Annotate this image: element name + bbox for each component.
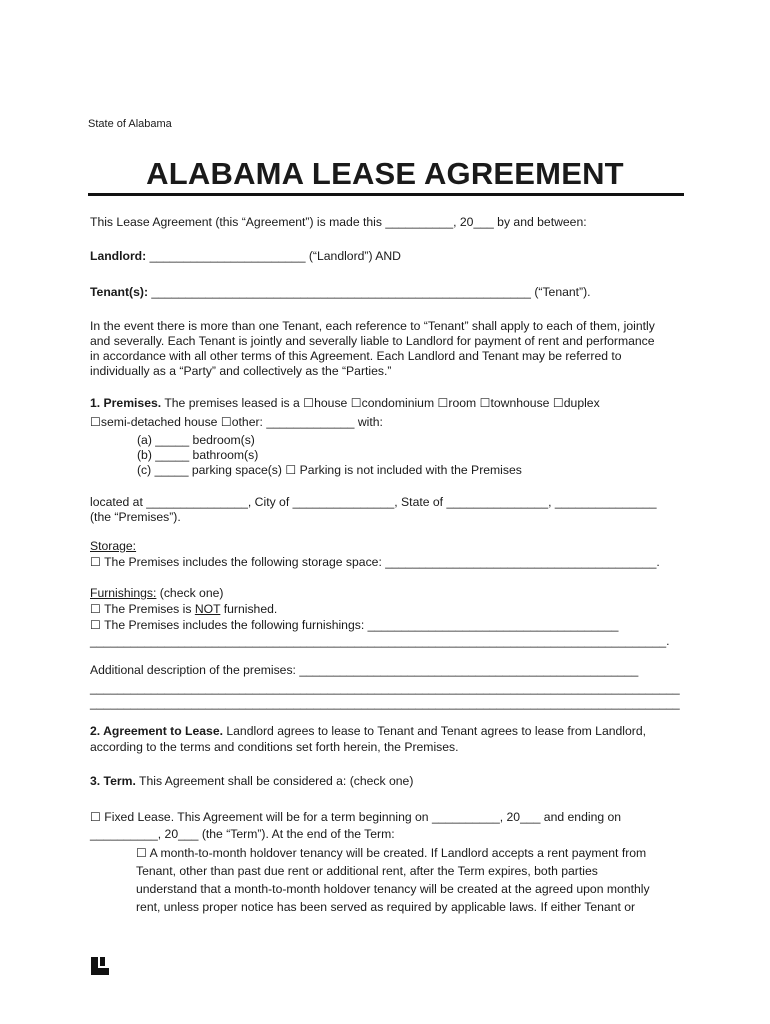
- furnishings-option1-suffix: furnished.: [220, 602, 278, 616]
- holdover-text-line: Tenant, other than past due rent or additional rent, after the Term expires, both parties: [136, 864, 598, 878]
- located-at-line: located at _______________, City of _______________, State of _______________, _______________: [90, 495, 657, 509]
- paragraph-line: and severally. Each Tenant is jointly and severally liable to Landlord for payment of rent and performance: [90, 334, 655, 348]
- holdover-text-line: rent, unless proper notice has been served as required by applicable laws. If either Tenant or: [136, 900, 636, 914]
- premises-item-parking[interactable]: (c) _____ parking space(s) ☐ Parking is not included with the Premises: [137, 463, 522, 477]
- landlord-line: [90, 249, 401, 264]
- furnishings-option-includes[interactable]: ☐ The Premises includes the following furnishings: _____________________________________: [90, 618, 619, 632]
- storage-heading: Storage:: [90, 539, 137, 553]
- paragraph-line: In the event there is more than one Tenant, each reference to “Tenant” shall apply to each of them, jointly: [90, 319, 655, 333]
- document-title: ALABAMA LEASE AGREEMENT: [146, 156, 624, 191]
- document-logo-icon: [91, 957, 109, 975]
- holdover-text-line: understand that a month-to-month holdover tenancy will be created at the agreed upon monthly: [136, 882, 650, 896]
- furnishings-option-not-furnished[interactable]: [90, 602, 277, 617]
- paragraph-line: individually as a “Party” and collectively as the “Parties.”: [90, 364, 392, 378]
- premises-item-bathrooms: (b) _____ bathroom(s): [137, 448, 259, 462]
- tenant-blank: ________________________________________________________ (“Tenant”).: [148, 285, 591, 299]
- premises-heading: 1. Premises.: [90, 396, 162, 410]
- furnishings-instruction: (check one): [156, 586, 224, 600]
- tenant-line: [90, 285, 591, 300]
- additional-description-line: Additional description of the premises: __________________________________________________: [90, 663, 639, 677]
- furnishings-not-emphasis: NOT: [194, 602, 221, 616]
- premises-line-2[interactable]: ☐semi-detached house ☐other: _____________ with:: [90, 415, 383, 429]
- title-divider: [88, 193, 684, 196]
- furnishings-heading: Furnishings:: [90, 586, 157, 600]
- storage-checkbox-line[interactable]: ☐ The Premises includes the following storage space: ________________________________________.: [90, 555, 660, 569]
- term-heading: 3. Term.: [90, 774, 136, 788]
- agreement-to-lease-line-1: [90, 724, 646, 739]
- paragraph-line: in accordance with all other terms of this Agreement. Each Landlord and Tenant may be referred to: [90, 349, 622, 363]
- additional-blank-line: _______________________________________________________________________________________: [90, 696, 680, 710]
- premises-line-1: [90, 396, 600, 411]
- landlord-label: Landlord:: [90, 249, 147, 263]
- fixed-lease-continuation: __________, 20___ (the “Term”). At the end of the Term:: [90, 827, 395, 841]
- additional-blank-line: _______________________________________________________________________________________: [90, 681, 680, 695]
- premises-definition: (the “Premises”).: [90, 510, 181, 524]
- intro-line: This Lease Agreement (this “Agreement”) is made this __________, 20___ by and between:: [90, 215, 587, 229]
- premises-item-bedrooms: (a) _____ bedroom(s): [137, 433, 255, 447]
- furnishings-heading-line: [90, 586, 223, 601]
- furnishings-option1-prefix: ☐ The Premises is: [90, 602, 195, 616]
- furnishings-continuation: _____________________________________________________________________________________.: [90, 634, 670, 648]
- agreement-to-lease-text: Landlord agrees to lease to Tenant and Tenant agrees to lease from Landlord,: [222, 724, 647, 738]
- state-label: State of Alabama: [88, 118, 172, 130]
- term-text: This Agreement shall be considered a: (check one): [135, 774, 414, 788]
- term-line: [90, 774, 413, 789]
- fixed-lease-option[interactable]: ☐ Fixed Lease. This Agreement will be for a term beginning on __________, 20___ and ending on: [90, 810, 622, 824]
- holdover-option[interactable]: ☐ A month-to-month holdover tenancy will be created. If Landlord accepts a rent payment from: [136, 846, 647, 860]
- landlord-blank: _______________________ (“Landlord”) AND: [146, 249, 401, 263]
- agreement-to-lease-line-2: according to the terms and conditions set forth herein, the Premises.: [90, 740, 459, 754]
- multi-tenant-paragraph: [90, 319, 690, 379]
- premises-type-options[interactable]: The premises leased is a ☐house ☐condominium ☐room ☐townhouse ☐duplex: [161, 396, 600, 410]
- agreement-to-lease-heading: 2. Agreement to Lease.: [90, 724, 223, 738]
- tenant-label: Tenant(s):: [90, 285, 148, 299]
